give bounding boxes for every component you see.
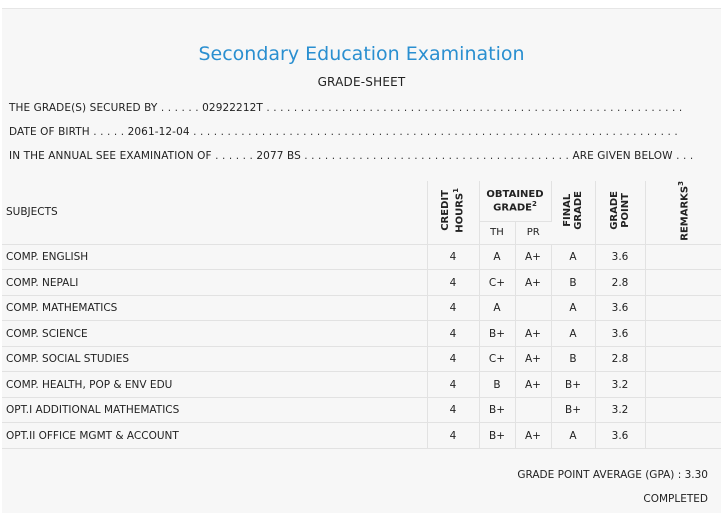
final-grade-cell: A [551,423,595,449]
th-grade-cell: B+ [479,423,515,449]
grade-point-cell: 3.6 [595,295,645,321]
credit-cell: 4 [427,372,479,398]
subject-cell: COMP. NEPALI [2,270,427,296]
exam-trail-dots: . . . . . . . . . . . . . . . . . . . . . . . . . . . . . . . . . . . . . . . [304,150,569,162]
dob-label: DATE OF BIRTH [9,126,90,138]
remarks-cell [645,397,721,423]
final-grade-cell: B+ [551,372,595,398]
table-row [2,295,721,321]
dob-line [9,126,678,138]
grade-sheet-heading: GRADE-SHEET [317,75,406,89]
pr-grade-cell: A+ [515,270,551,296]
credit-cell: 4 [427,321,479,347]
credit-cell: 4 [427,270,479,296]
grade-point-cell: 3.6 [595,423,645,449]
dob-trail-dots: . . . . . . . . . . . . . . . . . . . . . . . . . . . . . . . . . . . . . . . . . . . . . . . . . . . . . . . . . . . . . . . . . . . . . . . [193,126,678,138]
pr-header: PR [515,221,551,244]
table-row [2,270,721,296]
remarks-cell [645,321,721,347]
subject-cell: OPT.I ADDITIONAL MATHEMATICS [2,397,427,423]
credit-cell: 4 [427,244,479,270]
subject-cell: COMP. HEALTH, POP & ENV EDU [2,372,427,398]
subject-cell: COMP. MATHEMATICS [2,295,427,321]
credit-cell: 4 [427,346,479,372]
status-text: COMPLETED [643,493,708,505]
exam-title: Secondary Education Examination [198,43,525,65]
exam-end-dots: . . . [676,150,694,162]
credit-cell: 4 [427,423,479,449]
gpa-line [517,469,708,481]
grade-point-cell: 2.8 [595,346,645,372]
pr-grade-cell: A+ [515,372,551,398]
pr-grade-cell: A+ [515,321,551,347]
remarks-cell [645,346,721,372]
final-grade-header [551,181,595,244]
credit-cell: 4 [427,397,479,423]
final-grade-cell: A [551,295,595,321]
th-grade-cell: B+ [479,321,515,347]
obtained-grade-header [479,181,551,221]
secured-by-line [9,102,682,114]
th-header: TH [479,221,515,244]
final-grade-cell: B [551,346,595,372]
gpa-value: 3.30 [684,469,708,481]
th-grade-cell: B+ [479,397,515,423]
remarks-cell [645,270,721,296]
th-grade-cell: A [479,295,515,321]
subject-cell: COMP. SCIENCE [2,321,427,347]
credit-hours-footnote: 1 [452,188,461,194]
remarks-header-text: REMARKS [679,185,691,241]
credit-cell: 4 [427,295,479,321]
exam-lead-dots: . . . . . . [215,150,253,162]
table-row [2,346,721,372]
grade-point-cell: 3.2 [595,397,645,423]
gpa-label: GRADE POINT AVERAGE (GPA) : [517,469,682,481]
secured-by-label: THE GRADE(S) SECURED BY [9,102,158,114]
table-header-row [2,181,721,221]
remarks-cell [645,372,721,398]
pr-grade-cell: A+ [515,346,551,372]
final-grade-cell: A [551,321,595,347]
table-row [2,244,721,270]
pr-grade-cell [515,295,551,321]
credit-hours-header-text: CREDIT HOURS [440,190,466,234]
table-row [2,397,721,423]
credit-hours-header [427,181,479,244]
remarks-cell [645,295,721,321]
subject-cell: COMP. ENGLISH [2,244,427,270]
th-grade-cell: B [479,372,515,398]
exam-year: 2077 BS [256,150,301,162]
obtained-grade-footnote: 2 [531,199,537,208]
final-grade-header-text: FINAL GRADE [562,191,584,231]
final-grade-cell: B [551,270,595,296]
th-grade-cell: C+ [479,346,515,372]
exam-suffix: ARE GIVEN BELOW [572,150,673,162]
exam-label: IN THE ANNUAL SEE EXAMINATION OF [9,150,212,162]
symbol-number: 02922212T [202,102,263,114]
remarks-cell [645,244,721,270]
final-grade-cell: B+ [551,397,595,423]
pr-grade-cell: A+ [515,244,551,270]
grade-point-header-text: GRADE POINT [609,191,631,231]
grade-point-cell: 3.6 [595,321,645,347]
table-row [2,423,721,449]
subject-cell: OPT.II OFFICE MGMT & ACCOUNT [2,423,427,449]
dob-lead-dots: . . . . . [93,126,125,138]
table-row [2,321,721,347]
remarks-header [645,181,721,244]
final-grade-cell: A [551,244,595,270]
dob-value: 2061-12-04 [127,126,190,138]
table-row [2,372,721,398]
pr-grade-cell [515,397,551,423]
exam-line [9,150,693,162]
grade-point-cell: 3.2 [595,372,645,398]
obtained-grade-text: OBTAINED GRADE [486,188,544,214]
subject-cell: COMP. SOCIAL STUDIES [2,346,427,372]
subjects-header: SUBJECTS [2,181,427,244]
grades-table [2,181,721,449]
grade-point-cell: 2.8 [595,270,645,296]
remarks-footnote: 3 [677,181,686,186]
secured-by-trail-dots: . . . . . . . . . . . . . . . . . . . . . . . . . . . . . . . . . . . . . . . . . . . . . . . . . . . . . . . . . . . . . [266,102,683,114]
th-grade-cell: A [479,244,515,270]
remarks-cell [645,423,721,449]
secured-by-lead-dots: . . . . . . [160,102,199,114]
grade-point-cell: 3.6 [595,244,645,270]
pr-grade-cell: A+ [515,423,551,449]
grade-point-header [595,181,645,244]
th-grade-cell: C+ [479,270,515,296]
grade-sheet-panel [2,8,721,513]
